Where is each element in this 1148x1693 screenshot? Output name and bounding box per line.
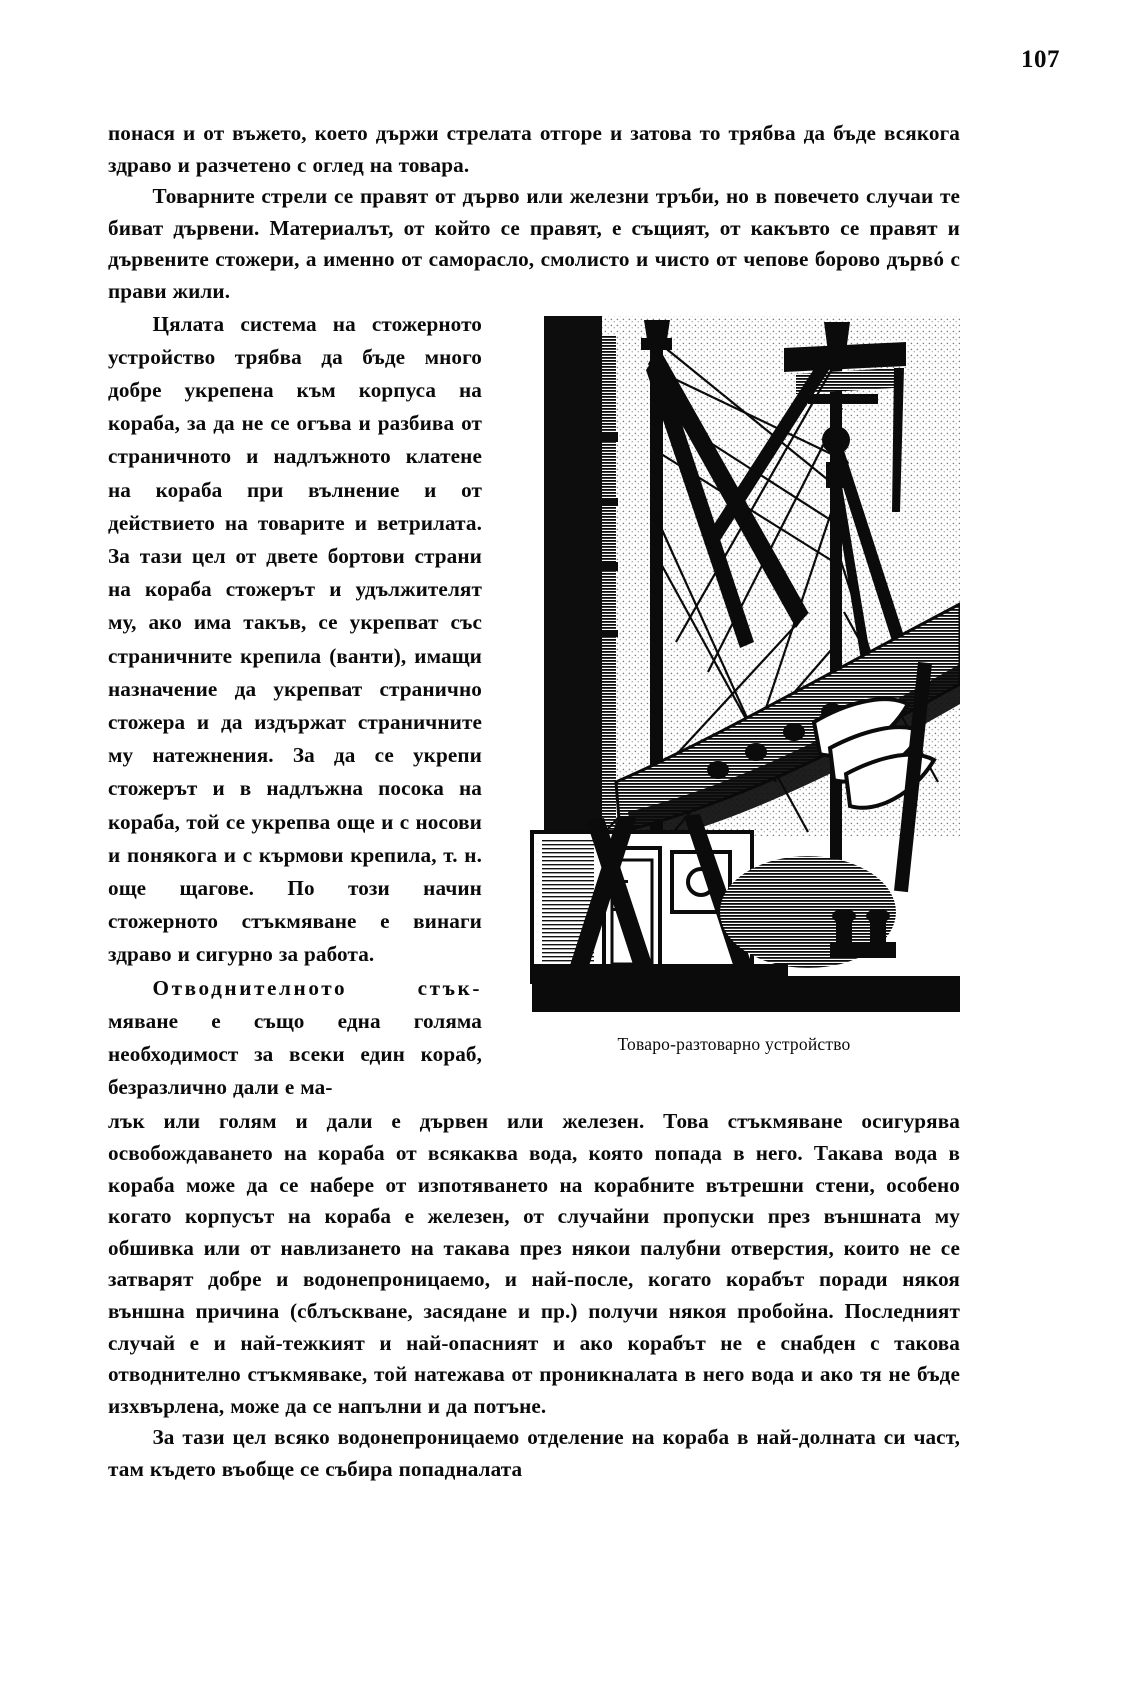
bottom-paragraphs — [108, 1104, 960, 1485]
paragraph-cargo-booms: Товарните стрели се правят от дърво или железни тръби, но в повечето случаи те биват дървени. Материалът, от който се правят, е същият, от какъвто се правят и дървените стожери, а именно от саморасло, смолисто и чисто от чепове борово дървó с прави жили. — [108, 184, 960, 303]
figure-image — [508, 312, 960, 1012]
emphasis-rest: мяване е също една голяма необходимост за всеки един кораб, безразлично дали е ма- — [108, 1008, 482, 1100]
figure-cargo-gear — [508, 312, 960, 1055]
paragraph-watertight-compartment: За тази цел всяко водонепроницаемо отделение на кораба в най-долната си част, там където въобще се събира попадналата — [108, 1425, 960, 1481]
figure-wrap-region — [108, 308, 960, 1105]
paragraph-drainage-continued: лък или голям и дали е дървен или железен. Това стъкмяване осигурява освобождаването на кораба от всякаква вода, която попада в него. Такава вода в кораба може да се набере от изпотяването на корабните вътрешни стени, особено когато корпусът на кораба е железен, от случайни пропуски през външната му обшивка или от навлизането на такава през някои палубни отверстия, които не се затварят добре и водонепроницаемо, и най-после, когато корабът поради някоя външна причина (сблъскване, засядане и пр.) получи някоя пробойна. Последният случай е и най-тежкият и най-опасният и ако корабът не е снабден с такова отводнително стъкмяваке, той натежава от проникналата в него вода и ако тя не бъде изхвърлена, може да се напълни и да потъне. — [108, 1109, 960, 1418]
ship-rigging-illustration-icon — [508, 312, 960, 1012]
paragraph-mast-system: Цялата система на стожерното устройство трябва да бъде много добре укрепена към корпуса на кораба, за да не се огъва и разбива от страничното и надлъжното клатене на кораба при вълнение и от действието на товарите и ветрилата. За тази цел от двете бортови страни на кораба стожерът и удължителят му, ако има такъв, се укрепват със страничните крепила (ванти), имащи назначение да укрепват странично стожера и да издържат страничните му натежнения. За да се укрепи стожерът и в надлъжна посока на кораба, той се укрепва още и с носови и понякога и с кърмови крепила, т. н. още щагове. По този начин стожерното стъкмяване е винаги здраво и сигурно за работа. — [108, 311, 482, 967]
figure-caption: Товаро-разтоварно устройство — [617, 1033, 851, 1054]
text-block — [108, 118, 960, 1486]
page-number: 107 — [1021, 46, 1060, 73]
emphasis-lead-in: Отводнителното стък- — [152, 975, 482, 1000]
top-paragraphs — [108, 118, 960, 308]
paragraph-continuation: понася и от въжето, което държи стрелата отгоре и затова то трябва да бъде всякога здраво и разчетено с оглед на товара. — [108, 121, 960, 177]
